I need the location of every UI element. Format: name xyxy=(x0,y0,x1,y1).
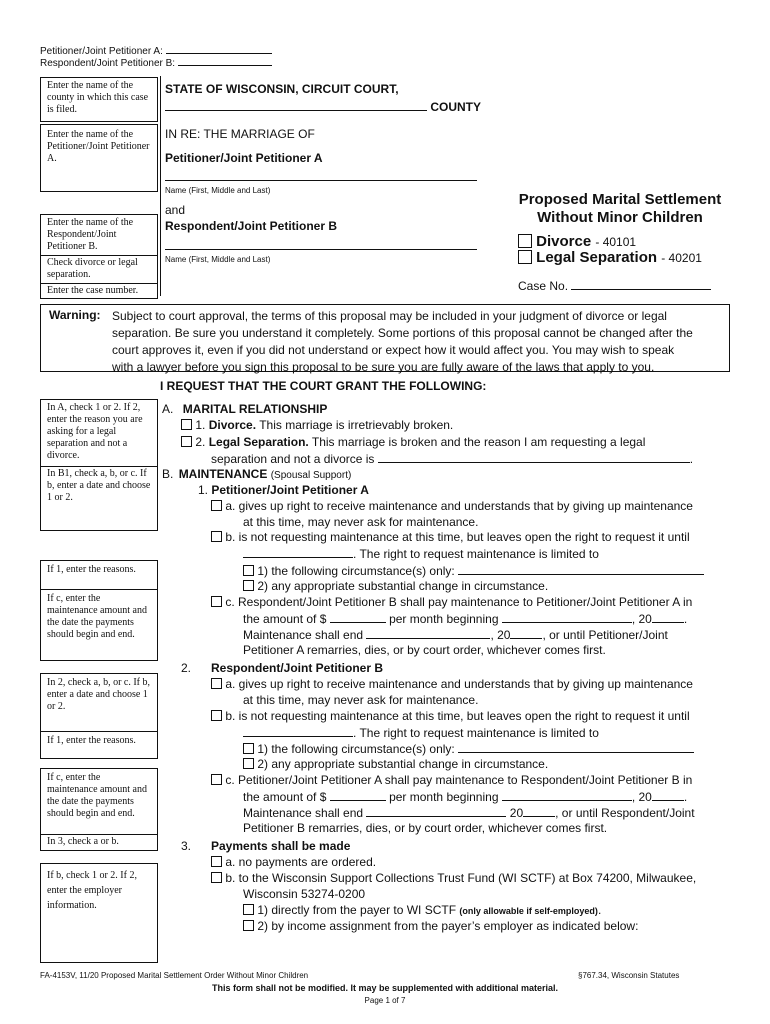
b2-a-checkbox[interactable] xyxy=(211,678,222,689)
b3-a-checkbox[interactable] xyxy=(211,856,222,867)
respondent-hint: Enter the name of the Respondent/Joint Petitioner B. xyxy=(41,215,157,256)
b2-b-date-field[interactable] xyxy=(243,725,353,737)
b1-c-end-year-label: , 20 xyxy=(490,628,511,642)
b1-b-text: b. is not requesting maintenance at this time, but leaves open the right to request it until xyxy=(225,530,690,544)
b1-b-1-checkbox[interactable] xyxy=(243,565,254,576)
divorce-label: Divorce xyxy=(536,233,592,250)
legal-separation-reason-line xyxy=(211,451,693,466)
b1-c-begin-year-field[interactable] xyxy=(652,611,684,623)
section-b-letter: B. xyxy=(162,467,174,481)
legal-separation-reason-text: This marriage is broken and the reason I am requesting a legal xyxy=(311,435,646,449)
section-b-title: MAINTENANCE xyxy=(178,467,268,481)
legal-separation-option xyxy=(518,249,702,266)
legal-separation-reason-checkbox[interactable] xyxy=(181,436,192,447)
b1-c-hint: If c, enter the maintenance amount and the date the payments should begin and end. xyxy=(47,593,147,640)
b1-c-begin-field[interactable] xyxy=(502,611,632,623)
b1-label: Petitioner/Joint Petitioner A xyxy=(211,483,369,497)
section-b-heading xyxy=(162,467,351,481)
b2-num: 2. xyxy=(181,661,192,675)
petitioner-a-header xyxy=(40,46,272,57)
warning-text xyxy=(112,308,693,376)
form-title xyxy=(505,191,735,227)
b3-a-text: a. no payments are ordered. xyxy=(225,855,377,869)
b2-hint: In 2, check a, b, or c. If b, enter a date and choose 1 or 2. xyxy=(41,674,157,732)
b2-c-end-text: , or until Respondent/Joint xyxy=(555,806,695,820)
legal-separation-reason-prompt: separation and not a divorce is xyxy=(211,452,375,466)
b1-option-b xyxy=(211,530,690,544)
name-hint-b: Name (First, Middle and Last) xyxy=(165,255,271,264)
b2-c-amount-field[interactable] xyxy=(330,789,386,801)
footer-form-id: FA-4153V, 11/20 Proposed Marital Settlement Order Without Minor Children xyxy=(40,971,309,980)
respondent-b-header-field[interactable] xyxy=(178,65,272,66)
b3-num: 3. xyxy=(181,839,192,853)
b2-c-text: c. Petitioner/Joint Petitioner A shall pay maintenance to Respondent/Joint Petitioner B in xyxy=(225,773,693,787)
legal-separation-reason-option xyxy=(181,435,645,449)
b2-b-2-checkbox[interactable] xyxy=(243,758,254,769)
b3-b-1-text: 1) directly from the payer to WI SCTF xyxy=(257,903,457,917)
divorce-reason-title: Divorce. xyxy=(208,418,257,432)
b2-reasons-hint: If 1, enter the reasons. xyxy=(47,735,136,746)
b1-c-amount-row xyxy=(243,611,687,626)
divorce-hint: Check divorce or legal separation. xyxy=(41,256,157,284)
b3-label: Payments shall be made xyxy=(211,839,351,853)
b2-c-begin-label: per month beginning xyxy=(389,790,499,804)
divorce-reason-text: This marriage is irretrievably broken. xyxy=(259,418,454,432)
warning-line-1: Subject to court approval, the terms of this proposal may be included in your judgment of divorce or legal xyxy=(112,309,667,323)
and-label: and xyxy=(165,203,186,217)
b1-b-line2 xyxy=(243,546,599,561)
legal-separation-checkbox[interactable] xyxy=(518,250,532,264)
b2-b-text: b. is not requesting maintenance at this time, but leaves open the right to request it until xyxy=(225,709,690,723)
employer-hint: If b, check 1 or 2. If 2, enter the employer information. xyxy=(47,870,137,911)
case-number-label: Case No. xyxy=(518,279,569,293)
b2-c-end-row xyxy=(243,805,695,820)
b3-b-1-period: . xyxy=(597,903,602,917)
county-field[interactable] xyxy=(165,99,427,111)
county-hint-box xyxy=(40,77,158,122)
b2-c-period: . xyxy=(683,790,688,804)
b1-c-begin-year-label: , 20 xyxy=(631,612,652,626)
b3-b-opt2 xyxy=(243,919,638,933)
petitioner-hint: Enter the name of the Petitioner/Joint Petitioner A. xyxy=(47,129,150,164)
case-number-field[interactable] xyxy=(571,278,711,290)
section-a-title: MARITAL RELATIONSHIP xyxy=(182,402,328,416)
footer-page-number: Page 1 of 7 xyxy=(364,996,406,1005)
employer-hint-box xyxy=(40,863,158,963)
form-title-line2: Without Minor Children xyxy=(537,209,703,226)
b1-reasons-hint: If 1, enter the reasons. xyxy=(41,561,157,590)
b1-b-2-checkbox[interactable] xyxy=(243,580,254,591)
divorce-checkbox[interactable] xyxy=(518,234,532,248)
b2-option-a xyxy=(211,677,693,691)
b3-option-a xyxy=(211,855,376,869)
warning-line-2: separation. Be sure you understand it completely. Some portions of this proposal cannot be changed after the xyxy=(112,326,693,340)
b1-c-amount-field[interactable] xyxy=(330,611,386,623)
section-a-letter: A. xyxy=(162,402,174,416)
b2-c-end-field[interactable] xyxy=(366,805,506,817)
b1-b-text-2: . The right to request maintenance is limited to xyxy=(353,547,599,561)
legal-separation-reason-field[interactable] xyxy=(378,451,690,463)
b1-c-end-label: Maintenance shall end xyxy=(243,628,364,642)
b2-c-begin-year-field[interactable] xyxy=(652,789,684,801)
b1-c-checkbox[interactable] xyxy=(211,596,222,607)
b1-b-1-text: 1) the following circumstance(s) only: xyxy=(257,564,455,578)
b1-num: 1. xyxy=(198,483,209,497)
footer-notice: This form shall not be modified. It may be supplemented with additional material. xyxy=(211,983,559,993)
section-a-hint: In A, check 1 or 2. If 2, enter the reason you are asking for a legal separation and not a divorce. xyxy=(41,400,157,467)
b2-b-1-checkbox[interactable] xyxy=(243,743,254,754)
request-heading: I REQUEST THAT THE COURT GRANT THE FOLLOWING: xyxy=(160,379,487,393)
petitioner-a-caption: Petitioner/Joint Petitioner A xyxy=(165,151,323,165)
respondent-b-caption: Respondent/Joint Petitioner B xyxy=(165,219,338,233)
b3-b-text: b. to the Wisconsin Support Collections Trust Fund (WI SCTF) at Box 74200, Milwaukee, xyxy=(225,871,697,885)
warning-line-4: with a lawyer before you sign this proposal to be sure you are fully aware of the laws that apply to you. xyxy=(112,360,655,374)
b1-c-end-field[interactable] xyxy=(366,627,490,639)
divorce-option xyxy=(518,233,636,250)
b3-b-opt1 xyxy=(243,903,601,917)
b1-b-date-field[interactable] xyxy=(243,546,353,558)
b1-c-end-text: , or until Petitioner/Joint xyxy=(542,628,668,642)
b2-c-b3-hint-box xyxy=(40,768,158,851)
legal-separation-reason-period: . xyxy=(689,452,694,466)
section-b-subtitle: (Spousal Support) xyxy=(270,470,352,481)
county-row xyxy=(165,99,481,114)
b3-b-checkbox[interactable] xyxy=(211,872,222,883)
b2-b-text-2: . The right to request maintenance is limited to xyxy=(353,726,599,740)
b2-b-line2 xyxy=(243,725,599,740)
county-hint: Enter the name of the county in which this case is filed. xyxy=(47,80,149,115)
b2-hint-box xyxy=(40,673,158,759)
b3-b-2-text: 2) by income assignment from the payer’s employer as indicated below: xyxy=(257,919,639,933)
b1-details-hint-box xyxy=(40,560,158,661)
b1-option-a xyxy=(211,499,693,513)
b1-b-opt2 xyxy=(243,579,548,593)
petitioner-a-name-field[interactable] xyxy=(165,169,477,181)
divorce-reason-option xyxy=(181,418,453,432)
case-number-row xyxy=(518,278,711,293)
divorce-code: - 40101 xyxy=(595,235,637,249)
b1-option-c xyxy=(211,595,692,609)
divorce-reason-checkbox[interactable] xyxy=(181,419,192,430)
b1-a-text-2: at this time, may never ask for maintenance. xyxy=(243,515,479,529)
b1-a-text: a. gives up right to receive maintenance and understands that by giving up maintenance xyxy=(225,499,693,513)
b1-c-end-row xyxy=(243,627,668,642)
legal-separation-reason-title: Legal Separation. xyxy=(208,435,309,449)
name-hint-a: Name (First, Middle and Last) xyxy=(165,186,271,195)
petitioner-hint-box xyxy=(40,124,158,192)
b3-option-b xyxy=(211,871,696,885)
b1-c-amount-label: the amount of $ xyxy=(243,612,327,626)
b1-c-text: c. Respondent/Joint Petitioner B shall pay maintenance to Petitioner/Joint Petitioner A in xyxy=(225,595,693,609)
legal-separation-reason-num: 2. xyxy=(195,435,206,449)
b1-b-opt1 xyxy=(243,563,704,578)
in-re-label: IN RE: THE MARRIAGE OF xyxy=(165,127,315,141)
respondent-b-name-field[interactable] xyxy=(165,238,477,250)
b2-b-1-text: 1) the following circumstance(s) only: xyxy=(257,742,455,756)
warning-label: Warning: xyxy=(49,308,101,322)
respondent-divorce-case-hint-box xyxy=(40,214,158,299)
b1-b-2-text: 2) any appropriate substantial change in circumstance. xyxy=(257,579,549,593)
b2-c-end-label: Maintenance shall end xyxy=(243,806,364,820)
b1-c-period: . xyxy=(683,612,688,626)
footer-statute: §767.34, Wisconsin Statutes xyxy=(578,971,680,980)
petitioner-a-header-label: Petitioner/Joint Petitioner A: xyxy=(40,46,163,57)
form-title-line1: Proposed Marital Settlement xyxy=(518,191,722,208)
b1-b-checkbox[interactable] xyxy=(211,531,222,542)
b3-hint: In 3, check a or b. xyxy=(47,836,119,847)
b2-b-opt2 xyxy=(243,757,548,771)
b2-b-1-field[interactable] xyxy=(458,741,694,753)
court-heading: STATE OF WISCONSIN, CIRCUIT COURT, xyxy=(165,82,399,96)
b3-b-1-checkbox[interactable] xyxy=(243,904,254,915)
warning-line-3: court approves it, even if you did not understand or expect how it would affect you. You may wish to speak xyxy=(112,343,675,357)
b2-c-amount-row xyxy=(243,789,687,804)
legal-separation-label: Legal Separation xyxy=(536,249,658,266)
b2-c-checkbox[interactable] xyxy=(211,774,222,785)
b3-b-2-checkbox[interactable] xyxy=(243,920,254,931)
b2-c-end-year-field[interactable] xyxy=(523,805,555,817)
b1-c-text-4: Petitioner A remarries, dies, or by court order, whichever comes first. xyxy=(243,643,606,657)
section-a-b1-hint-box xyxy=(40,399,158,531)
b2-c-amount-label: the amount of $ xyxy=(243,790,327,804)
b1-b-1-field[interactable] xyxy=(458,563,704,575)
b2-a-text-2: at this time, may never ask for maintenance. xyxy=(243,693,479,707)
b2-c-begin-year-label: , 20 xyxy=(631,790,652,804)
b2-c-text-4: Petitioner B remarries, dies, or by court order, whichever comes first. xyxy=(243,821,608,835)
b3-b-text-2: Wisconsin 53274-0200 xyxy=(243,887,366,901)
respondent-b-header xyxy=(40,58,272,69)
b2-label: Respondent/Joint Petitioner B xyxy=(211,661,384,675)
b3-b-1-note: (only allowable if self-employed) xyxy=(459,906,598,916)
divorce-reason-num: 1. xyxy=(195,418,206,432)
b1-c-begin-label: per month beginning xyxy=(389,612,499,626)
b2-b-opt1 xyxy=(243,741,694,756)
legal-separation-code: - 40201 xyxy=(661,251,702,265)
b2-option-b xyxy=(211,709,690,723)
b1-c-end-year-field[interactable] xyxy=(510,627,542,639)
b2-a-text: a. gives up right to receive maintenance and understands that by giving up maintenance xyxy=(225,677,693,691)
b2-option-c xyxy=(211,773,692,787)
b1-heading xyxy=(198,483,369,497)
case-hint: Enter the case number. xyxy=(47,285,139,296)
b2-b-2-text: 2) any appropriate substantial change in circumstance. xyxy=(257,757,549,771)
b2-b-checkbox[interactable] xyxy=(211,710,222,721)
b2-c-begin-field[interactable] xyxy=(502,789,632,801)
b1-a-checkbox[interactable] xyxy=(211,500,222,511)
section-a-heading xyxy=(162,402,327,416)
county-label: COUNTY xyxy=(430,100,482,114)
petitioner-a-header-field[interactable] xyxy=(166,53,272,54)
section-b1-hint: In B1, check a, b, or c. If b, enter a date and choose 1 or 2. xyxy=(47,468,151,503)
caption-divider xyxy=(160,76,161,296)
b2-c-end-year-label: 20 xyxy=(509,806,524,820)
respondent-b-header-label: Respondent/Joint Petitioner B: xyxy=(40,58,176,69)
warning-box xyxy=(40,304,730,372)
b2-c-hint: If c, enter the maintenance amount and the date the payments should begin and end. xyxy=(41,769,157,835)
